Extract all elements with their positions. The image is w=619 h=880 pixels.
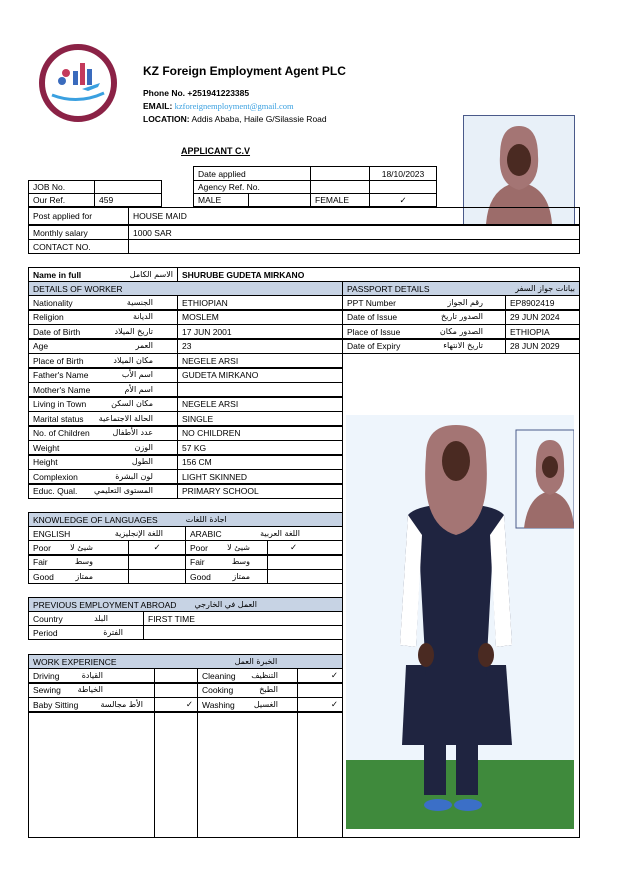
detail-value <box>177 382 343 397</box>
company-name: KZ Foreign Employment Agent PLC <box>143 64 346 78</box>
experience-check: ✓ <box>297 668 343 683</box>
detail-value: 17 JUN 2001 <box>177 324 343 339</box>
name-label: Name in full الاسم الكامل <box>28 267 178 282</box>
detail-label: Father's Name اسم الأب <box>28 368 178 383</box>
detail-label: Educ. Qual. المستوى التعليمي <box>28 484 178 499</box>
experience-skill: Baby Sitting الأط مجالسة <box>28 697 155 712</box>
experience-skill: Cooking الطبخ <box>197 683 298 698</box>
detail-value: PRIMARY SCHOOL <box>177 484 343 499</box>
experience-header: WORK EXPERIENCE الخبرة العمل <box>28 654 343 669</box>
lang-level-ar: Good ممتاز <box>185 569 268 584</box>
previous-header: PREVIOUS EMPLOYMENT ABROAD العمل في الخارجي <box>28 597 343 612</box>
detail-label: Age العمر <box>28 339 178 354</box>
lang-level-en: Fair وسط <box>28 555 129 570</box>
detail-label: No. of Children عدد الأطفال <box>28 426 178 441</box>
detail-value: MOSLEM <box>177 310 343 325</box>
passport-label: Date of Issue الصدور تاريخ <box>342 310 506 325</box>
post-value: HOUSE MAID <box>128 207 580 225</box>
experience-skill: Cleaning التنظيف <box>197 668 298 683</box>
lang-level-ar: Fair وسط <box>185 555 268 570</box>
detail-value: 156 CM <box>177 455 343 470</box>
company-email: EMAIL: kzforeignemployment@gmail.com <box>143 101 294 111</box>
arabic-label: ARABIC اللغة العربية <box>185 526 343 541</box>
detail-label: Religion الديانة <box>28 310 178 325</box>
detail-value: NO CHILDREN <box>177 426 343 441</box>
lang-level-en: Poor شيئ لا <box>28 540 129 555</box>
experience-check <box>297 683 343 698</box>
experience-check: ✓ <box>154 697 198 712</box>
detail-label: Nationality الجنسية <box>28 295 178 310</box>
lang-check-ar: ✓ <box>267 540 343 555</box>
experience-check <box>154 668 198 683</box>
country-label: Country البلد <box>28 611 144 626</box>
passport-label: Date of Expiry تاريخ الانتهاء <box>342 339 506 354</box>
female-check: ✓ <box>369 193 437 207</box>
date-applied-value: 18/10/2023 <box>369 166 437 181</box>
our-ref-label: Our Ref. <box>28 193 95 207</box>
agency-ref-value <box>369 180 437 194</box>
experience-blank-1 <box>28 712 155 838</box>
salary-label: Monthly salary <box>28 225 129 240</box>
email-link[interactable]: kzforeignemployment@gmail.com <box>174 101 294 111</box>
country-value: FIRST TIME <box>143 611 343 626</box>
languages-header: KNOWLEDGE OF LANGUAGES اجادة اللغات <box>28 512 343 527</box>
form-title: APPLICANT C.V <box>181 146 251 156</box>
company-location: LOCATION: Addis Ababa, Haile G/Silassie Road <box>143 114 327 124</box>
lang-level-ar: Poor شيئ لا <box>185 540 268 555</box>
detail-value: 23 <box>177 339 343 354</box>
contact-label: CONTACT NO. <box>28 239 129 254</box>
detail-value: SINGLE <box>177 411 343 426</box>
details-header: DETAILS OF WORKER <box>28 281 343 296</box>
contact-value <box>128 239 580 254</box>
passport-value: EP8902419 <box>505 295 580 310</box>
detail-value: NEGELE ARSI <box>177 353 343 368</box>
full-body-photo <box>346 415 574 829</box>
company-phone: Phone No. +251941223385 <box>143 88 250 98</box>
lang-check-en: ✓ <box>128 540 186 555</box>
experience-blank-2 <box>154 712 198 838</box>
detail-label: Place of Birth مكان الميلاد <box>28 353 178 368</box>
passport-label: PPT Number رقم الجواز <box>342 295 506 310</box>
detail-label: Date of Birth تاريخ الميلاد <box>28 324 178 339</box>
passport-value: ETHIOPIA <box>505 324 580 339</box>
agency-ref-blank <box>310 180 370 194</box>
detail-label: Weight الوزن <box>28 440 178 455</box>
experience-blank-3 <box>197 712 298 838</box>
experience-skill: Sewing الخياطة <box>28 683 155 698</box>
name-value: SHURUBE GUDETA MIRKANO <box>177 267 580 282</box>
lang-check-en <box>128 555 186 570</box>
detail-label: Living in Town مكان السكن <box>28 397 178 412</box>
detail-label: Marital status الحالة الاجتماعية <box>28 411 178 426</box>
experience-check: ✓ <box>297 697 343 712</box>
detail-value: NEGELE ARSI <box>177 397 343 412</box>
detail-value: 57 KG <box>177 440 343 455</box>
job-no-label: JOB No. <box>28 180 95 194</box>
period-label: Period الفترة <box>28 625 144 640</box>
our-ref-value: 459 <box>94 193 162 207</box>
lang-check-ar <box>267 569 343 584</box>
detail-value: GUDETA MIRKANO <box>177 368 343 383</box>
experience-check <box>154 683 198 698</box>
detail-label: Complexion لون البشرة <box>28 469 178 484</box>
agency-ref-label: Agency Ref. No. <box>193 180 311 194</box>
passport-value: 29 JUN 2024 <box>505 310 580 325</box>
male-check <box>248 193 311 207</box>
post-label: Post applied for <box>28 207 129 225</box>
detail-label: Height الطول <box>28 455 178 470</box>
experience-skill: Driving القيادة <box>28 668 155 683</box>
period-value <box>143 625 343 640</box>
passport-value: 28 JUN 2029 <box>505 339 580 354</box>
lang-level-en: Good ممتاز <box>28 569 129 584</box>
experience-skill: Washing الغسيل <box>197 697 298 712</box>
salary-value: 1000 SAR <box>128 225 580 240</box>
detail-label: Mother's Name اسم الأم <box>28 382 178 397</box>
passport-header: PASSPORT DETAILS بيانات جواز السفر <box>342 281 580 296</box>
job-no-value <box>94 180 162 194</box>
experience-blank-4 <box>297 712 343 838</box>
company-logo <box>38 43 118 123</box>
date-applied-blank <box>310 166 370 181</box>
detail-value: ETHIOPIAN <box>177 295 343 310</box>
detail-value: LIGHT SKINNED <box>177 469 343 484</box>
date-applied-label: Date applied <box>193 166 311 181</box>
lang-check-ar <box>267 555 343 570</box>
male-label: MALE <box>193 193 249 207</box>
female-label: FEMALE <box>310 193 370 207</box>
english-label: ENGLISH اللغة الإنجليزية <box>28 526 186 541</box>
lang-check-en <box>128 569 186 584</box>
passport-label: Place of Issue الصدور مكان <box>342 324 506 339</box>
